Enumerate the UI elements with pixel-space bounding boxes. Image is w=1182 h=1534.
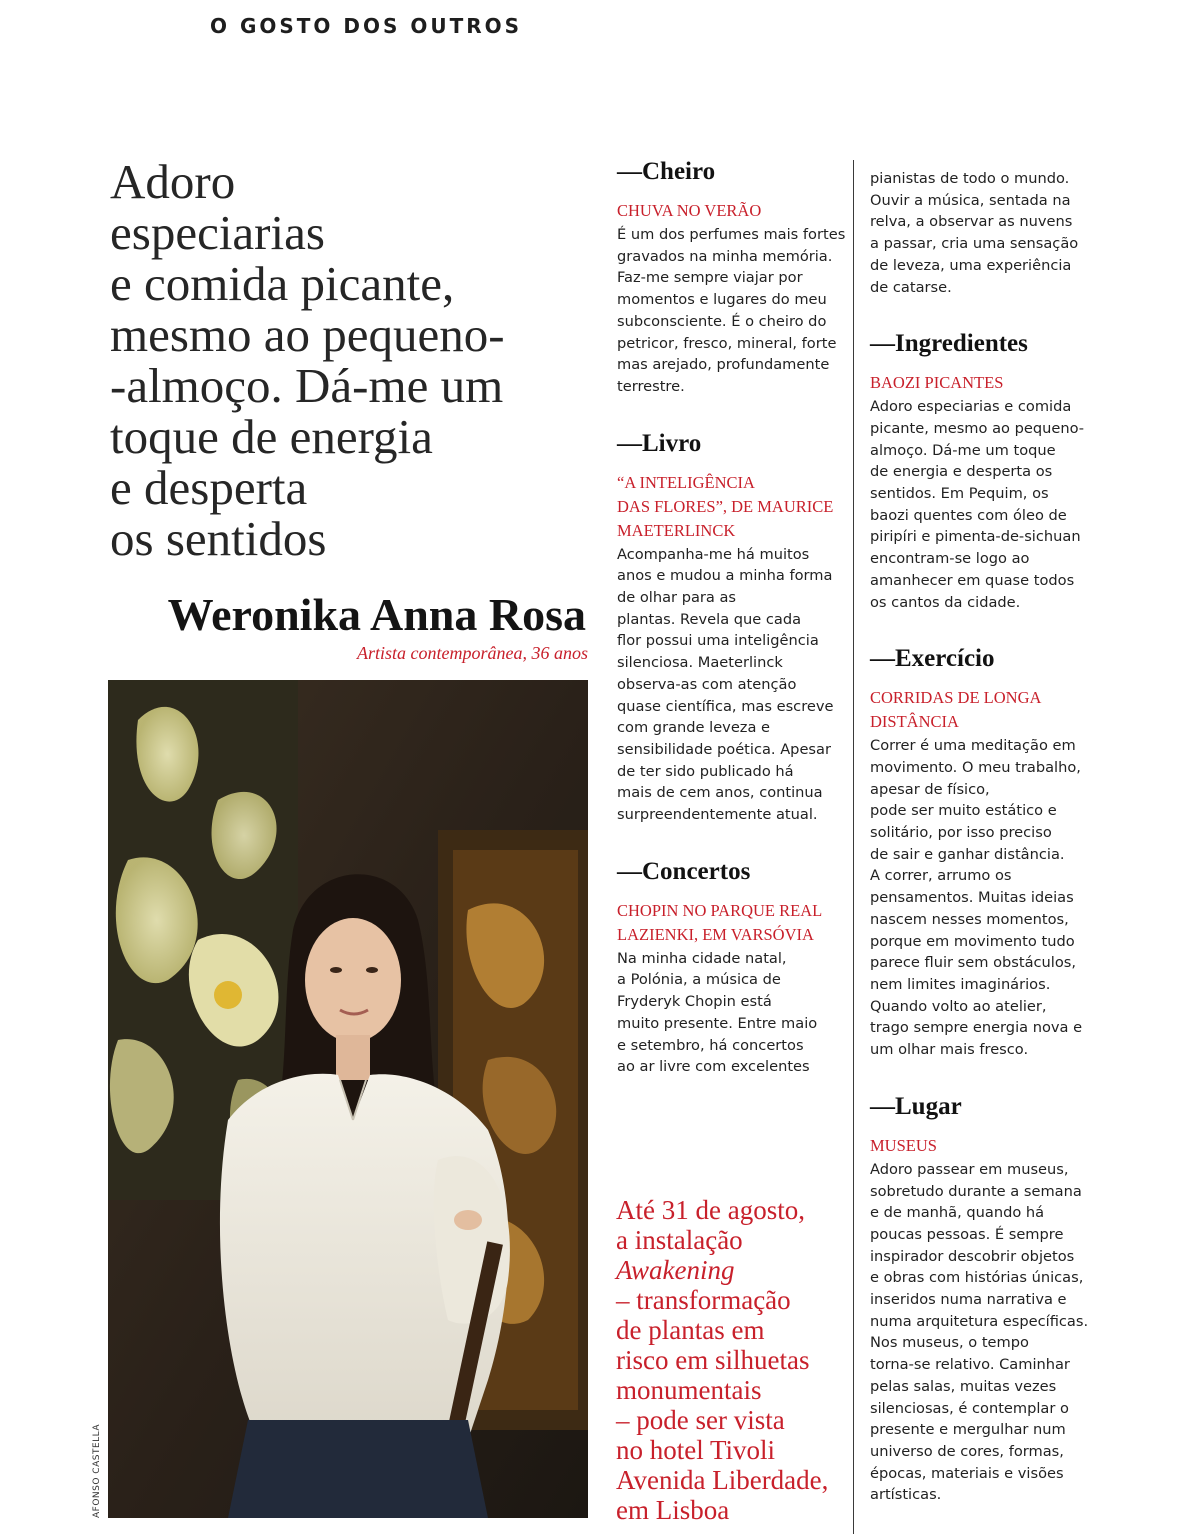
- pull-quote-line: mesmo ao pequeno-: [110, 307, 505, 362]
- pull-quote-line: os sentidos: [110, 511, 327, 566]
- block-exercicio: [870, 645, 1098, 1061]
- block-subtitle: MUSEUS: [870, 1135, 937, 1155]
- body-line: a Polónia, a música de: [617, 971, 781, 989]
- body-line: Adoro passear em museus,: [870, 1160, 1069, 1178]
- body-line: pianistas de todo o mundo.: [870, 170, 1070, 187]
- body-line: sentidos. Em Pequim, os: [870, 485, 1049, 503]
- pull-quote-line: especiarias: [110, 205, 325, 260]
- promo-line: de plantas em: [616, 1315, 765, 1345]
- block-livro: [617, 430, 845, 826]
- body-line: e obras com histórias únicas,: [870, 1269, 1084, 1287]
- body-line: Acompanha-me há muitos: [617, 545, 810, 563]
- body-line: terrestre.: [617, 377, 685, 395]
- block-subtitle: “A INTELIGÊNCIA: [617, 472, 755, 492]
- body-line: plantas. Revela que cada: [617, 610, 802, 628]
- block-lugar: [870, 1093, 1098, 1506]
- promo-line: Até 31 de agosto,: [616, 1195, 805, 1225]
- body-line: e setembro, há concertos: [617, 1036, 804, 1054]
- promo-line: monumentais: [616, 1375, 762, 1405]
- body-line: piripíri e pimenta-de-sichuan: [870, 528, 1081, 546]
- body-line: os cantos da cidade.: [870, 593, 1021, 611]
- body-line: nascem nesses momentos,: [870, 910, 1069, 928]
- portrait-photo: [108, 680, 588, 1518]
- body-line: baozi quentes com óleo de: [870, 506, 1067, 524]
- pull-quote-line: -almoço. Dá-me um: [110, 358, 504, 413]
- body-line: Na minha cidade natal,: [617, 949, 787, 967]
- body-line: pensamentos. Muitas ideias: [870, 889, 1074, 907]
- body-line: mas arejado, profundamente: [617, 356, 830, 374]
- block-heading: —Livro: [617, 429, 702, 457]
- body-line: de catarse.: [870, 278, 952, 296]
- person-name: Weronika Anna Rosa: [167, 589, 586, 640]
- body-line: inspirador descobrir objetos: [870, 1247, 1075, 1265]
- column-right: [870, 168, 1098, 1534]
- promo-text: [616, 1195, 848, 1525]
- body-line: de ter sido publicado há: [617, 762, 794, 780]
- block-subtitle: BAOZI PICANTES: [870, 373, 1004, 393]
- block-heading: —Lugar: [870, 1092, 962, 1120]
- body-line: a passar, cria uma sensação: [870, 235, 1079, 253]
- body-line: torna-se relativo. Caminhar: [870, 1356, 1070, 1374]
- block-subtitle: LAZIENKI, EM VARSÓVIA: [617, 924, 814, 944]
- body-line: Adoro especiarias e comida: [870, 398, 1072, 416]
- body-line: solitário, por isso preciso: [870, 824, 1052, 842]
- promo-line: no hotel Tivoli: [616, 1435, 776, 1465]
- promo-line: a instalação: [616, 1225, 743, 1255]
- body-line: relva, a observar as nuvens: [870, 213, 1073, 231]
- body-line: de olhar para as: [617, 589, 737, 607]
- promo-line: – transformação: [616, 1285, 791, 1315]
- block-concertos-continuation: [870, 168, 1098, 298]
- promo-line: Avenida Liberdade,: [616, 1465, 829, 1495]
- body-line: de leveza, uma experiência: [870, 256, 1072, 274]
- body-line: de sair e ganhar distância.: [870, 845, 1065, 863]
- body-line: inseridos numa narrativa e: [870, 1291, 1067, 1309]
- body-line: ao ar livre com excelentes: [617, 1058, 810, 1076]
- body-line: Ouvir a música, sentada na: [870, 191, 1071, 209]
- body-line: momentos e lugares do meu: [617, 291, 827, 309]
- block-cheiro: [617, 158, 845, 398]
- body-line: quase científica, mas escreve: [617, 697, 834, 715]
- body-line: sobretudo durante a semana: [870, 1182, 1082, 1200]
- block-subtitle: CHOPIN NO PARQUE REAL: [617, 900, 823, 920]
- body-line: surpreendentemente atual.: [617, 806, 818, 824]
- body-line: movimento. O meu trabalho,: [870, 758, 1081, 776]
- block-heading: —Cheiro: [617, 158, 716, 185]
- promo-line: em Lisboa: [616, 1495, 730, 1525]
- column-middle: [617, 158, 845, 1110]
- body-line: e de manhã, quando há: [870, 1204, 1045, 1222]
- block-subtitle: DISTÂNCIA: [870, 712, 959, 732]
- body-line: silenciosa. Maeterlinck: [617, 654, 783, 672]
- body-line: universo de cores, formas,: [870, 1442, 1064, 1460]
- body-line: de energia e desperta os: [870, 463, 1053, 481]
- body-line: silenciosas, é contemplar o: [870, 1399, 1069, 1417]
- body-line: trago sempre energia nova e: [870, 1019, 1083, 1037]
- body-line: Correr é uma meditação em: [870, 737, 1076, 755]
- block-subtitle: MAETERLINCK: [617, 520, 736, 540]
- pull-quote-line: e comida picante,: [110, 256, 455, 311]
- body-line: amanhecer em quase todos: [870, 571, 1075, 589]
- body-line: nem limites imaginários.: [870, 975, 1051, 993]
- body-line: petricor, fresco, mineral, forte: [617, 334, 837, 352]
- block-heading: —Ingredientes: [870, 330, 1028, 358]
- section-label: O GOSTO DOS OUTROS: [210, 14, 523, 38]
- body-line: encontram-se logo ao: [870, 550, 1030, 568]
- body-line: muito presente. Entre maio: [617, 1014, 818, 1032]
- body-line: artísticas.: [870, 1486, 942, 1504]
- body-line: presente e mergulhar num: [870, 1421, 1066, 1439]
- body-line: flor possui uma inteligência: [617, 632, 819, 650]
- block-ingredientes: [870, 330, 1098, 613]
- pull-quote-line: Adoro: [110, 154, 236, 209]
- portrait-illustration: [108, 680, 588, 1518]
- person-role: Artista contemporânea, 36 anos: [357, 643, 588, 663]
- block-heading: —Concertos: [617, 857, 751, 885]
- block-subtitle: CORRIDAS DE LONGA: [870, 688, 1042, 708]
- body-line: numa arquitetura específicas.: [870, 1312, 1089, 1330]
- block-subtitle: CHUVA NO VERÃO: [617, 201, 762, 220]
- body-line: observa-as com atenção: [617, 675, 797, 693]
- body-line: com grande leveza e: [617, 719, 771, 737]
- column-divider: [853, 160, 854, 1534]
- promo-line: Awakening: [616, 1255, 735, 1285]
- body-line: Fryderyk Chopin está: [617, 993, 772, 1011]
- body-line: Faz-me sempre viajar por: [617, 269, 803, 287]
- block-heading: —Exercício: [870, 645, 995, 673]
- block-subtitle: DAS FLORES”, DE MAURICE: [617, 496, 834, 516]
- body-line: poucas pessoas. É sempre: [870, 1225, 1064, 1243]
- pull-quote-line: toque de energia: [110, 409, 433, 464]
- promo-line: risco em silhuetas: [616, 1345, 810, 1375]
- photo-credit: AFONSO CASTELLA: [92, 1423, 102, 1518]
- body-line: pode ser muito estático e: [870, 802, 1057, 820]
- body-line: um olhar mais fresco.: [870, 1041, 1029, 1059]
- body-line: Quando volto ao atelier,: [870, 997, 1047, 1015]
- body-line: parece fluir sem obstáculos,: [870, 954, 1077, 972]
- pull-quote-line: e desperta: [110, 460, 308, 515]
- pull-quote: [110, 156, 580, 564]
- body-line: gravados na minha memória.: [617, 247, 833, 265]
- body-line: mais de cem anos, continua: [617, 784, 823, 802]
- body-line: épocas, materiais e visões: [870, 1464, 1064, 1482]
- body-line: anos e mudou a minha forma: [617, 567, 833, 585]
- body-line: Nos museus, o tempo: [870, 1334, 1029, 1352]
- body-line: É um dos perfumes mais fortes: [617, 226, 846, 243]
- body-line: porque em movimento tudo: [870, 932, 1075, 950]
- body-line: almoço. Dá-me um toque: [870, 441, 1056, 459]
- body-line: A correr, arrumo os: [870, 867, 1012, 885]
- body-line: pelas salas, muitas vezes: [870, 1377, 1057, 1395]
- body-line: subconsciente. É o cheiro do: [617, 312, 827, 330]
- body-line: apesar de físico,: [870, 780, 990, 798]
- body-line: sensibilidade poética. Apesar: [617, 740, 831, 758]
- body-line: picante, mesmo ao pequeno-: [870, 419, 1085, 437]
- block-concertos: [617, 858, 845, 1078]
- promo-line: – pode ser vista: [616, 1405, 785, 1435]
